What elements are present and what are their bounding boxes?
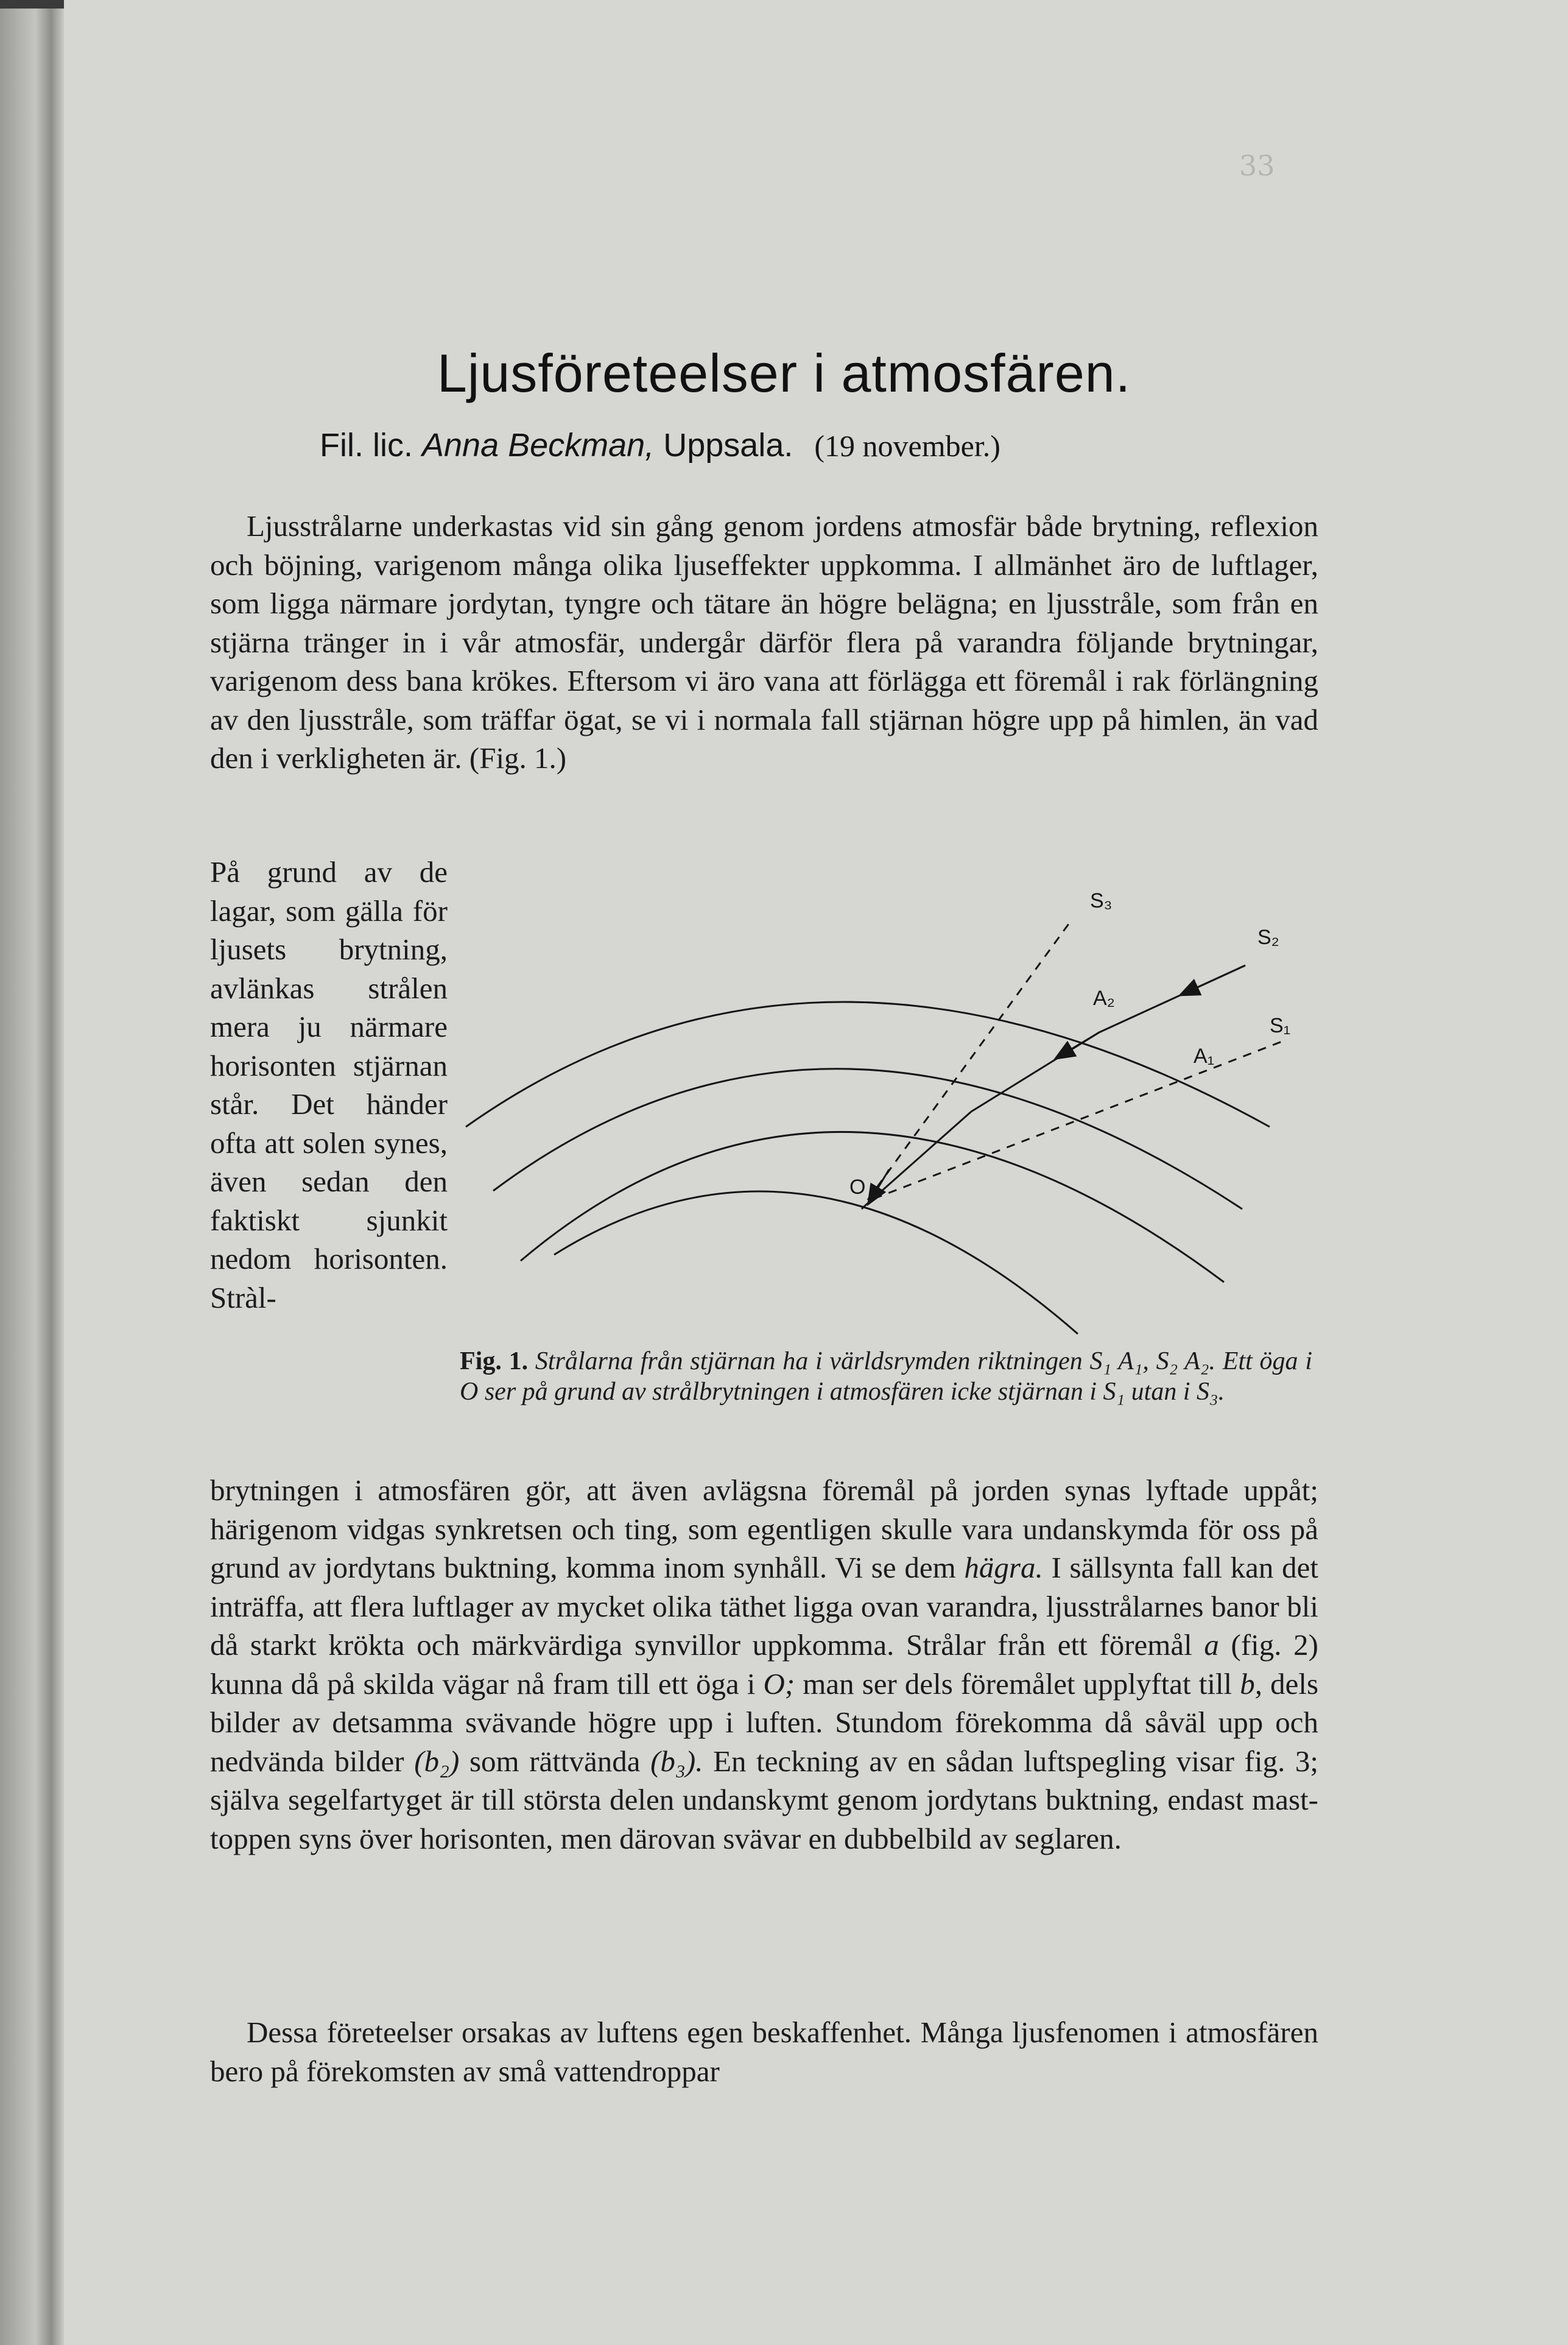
earth-surface-arc — [554, 1191, 1078, 1334]
paragraph-wrap-column: På grund av de lagar, som gälla för ljusets brytning, avlänkas strålen mera ju närmare horisonten stjärnan står. Det händer ofta att solen synes, även sedan den faktiskt sjunkit nedom horisonten. Stràl- — [210, 855, 448, 1314]
p2-var-a: a — [1204, 1628, 1219, 1662]
atmosphere-layer-arc-1 — [466, 1002, 1270, 1127]
label-s2: S₂ — [1257, 926, 1279, 949]
label-a1: A₁ — [1194, 1045, 1215, 1068]
caption-label: Fig. 1. — [460, 1347, 529, 1375]
byline-place: Uppsala. — [663, 427, 793, 464]
page-number: 33 — [1239, 149, 1275, 182]
byline-prefix: Fil. lic. — [320, 427, 413, 464]
byline-date: (19 november.) — [814, 429, 1000, 463]
p2-var-o: O; — [763, 1666, 795, 1701]
p2-segment-2: I sällsynta fall kan det inträffa, att flera luftlager av mycket olika täthet ligga ovan varandra, ljusstrålarnes banor bli då starkt krökta och märkvärdiga synvillor uppkomma. Strålar från ett föremål — [210, 1551, 1319, 1662]
p2-segment-1: brytningen i atmosfären gör, att även avlägsna föremål på jorden synas lyftade uppåt; härigenom vidgas synkretsen och ting, som egentligen skulle vara undanskymda för oss på grund av jordytans buktning, komma inom synhåll. Vi se dem — [210, 1473, 1318, 1584]
incoming-ray-s2 — [1181, 965, 1245, 995]
byline-author: Anna Beckman, — [422, 427, 655, 464]
p2-segment-4: man ser dels föremålet upplyftat till — [803, 1666, 1232, 1701]
article-title: Ljusföreteelser i atmosfären. — [437, 343, 1131, 403]
figure-1-caption — [460, 1346, 1312, 1407]
atmosphere-layer-arc-2 — [493, 1069, 1242, 1209]
label-s1: S₁ — [1270, 1014, 1291, 1037]
p2-hagra-term: hägra. — [964, 1551, 1043, 1584]
apparent-direction-line — [868, 920, 1072, 1200]
caption-text: Strålarna från stjärnan ha i världsrymden riktningen S₁ A₁, S₂ A₂. Ett öga i O ser på grund av strålbrytningen i atmosfären icke stjärnan i S₁ utan i S₃. — [460, 1347, 1312, 1406]
p2-segment-6: som rättvända — [469, 1744, 641, 1778]
p2-var-b2: (b₂) — [414, 1744, 460, 1778]
refracted-ray — [862, 965, 1245, 1209]
byline — [320, 426, 1000, 464]
paragraph-2 — [210, 1471, 1318, 1858]
paragraph-1: Ljusstrålarne underkastas vid sin gång genom jordens atmosfär både brytning, reflexion och böjning, varigenom många olika ljuseffekter uppkomma. I allmänhet äro de luftlager, som ligga närmare jordytan, tyngre och tätare än högre belägna; en ljusstråle, som från en stjärna tränger in i vår atmosfär, undergår därför flera på varandra följande brytningar, varigenom dess bana krökes. Eftersom vi äro vana att förlägga ett föremål i rak förlängning av den ljusstråle, som träffar ögat, se vi i normala fall stjärnan högre upp på himlen, än vad den i verkligheten är. (Fig. 1.) — [210, 509, 1318, 775]
label-a2: A₂ — [1093, 987, 1115, 1010]
p2-segment-3: (fig. 2) kunna då på skilda vägar nå fram till ett öga i — [210, 1628, 1318, 1701]
paragraph-3: Dessa företeelser orsakas av luftens egen beskaffenhet. Många ljusfenomen i atmosfären bero på förekomsten av små vattendroppar — [210, 2015, 1318, 2088]
label-o: O — [849, 1176, 866, 1199]
p2-var-b: b, — [1240, 1666, 1262, 1701]
label-s3: S₃ — [1090, 889, 1113, 912]
p2-var-b3: (b₃). — [650, 1744, 703, 1778]
p2-segment-5: dels bilder av detsamma svävande högre upp i luften. Stundom förekomma då såväl upp och nedvända bilder — [210, 1666, 1319, 1778]
atmosphere-layer-arc-3 — [521, 1132, 1224, 1282]
p2-segment-7: En teckning av en sådan luftspegling visar fig. 3; själva segelfartyget är till största delen undanskymt genom jordytans buktning, endast mast-toppen syns över horisonten, men därovan svävar en dubbelbild av seglaren. — [210, 1744, 1319, 1855]
